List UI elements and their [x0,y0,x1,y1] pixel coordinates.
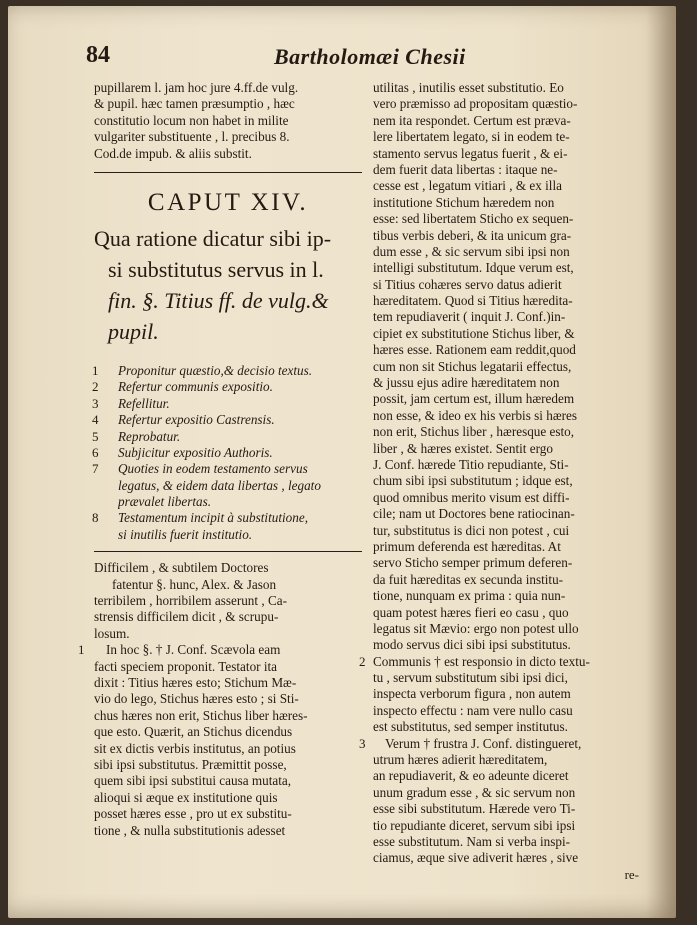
text-line: que esto. Quærit, an Stichus dicendus [94,724,293,740]
left-column [78,80,362,839]
text-line: esse: sed libertatem Sticho ex sequen- [373,211,574,227]
text-line: facti speciem proponit. Testator ita [94,658,278,674]
summary-text: prævalet libertas. [118,494,212,510]
text-line: inspecto effectu : nam vere nullo casu [373,702,573,718]
divider-rule [94,172,362,173]
text-line: lere libertatem legato, si in eodem te- [373,129,570,145]
body-text [78,560,362,839]
text-line: stamento servus legatus fuerit , & ei- [373,145,568,161]
text-line: cipiet ex substitutione Stichus liber, & [373,325,575,341]
text-line: utrum hæres adierit hæreditatem, [373,752,548,768]
text-line: losum. [94,625,130,641]
text-line: cum non sit Stichus legatarii effectus, [373,358,572,374]
summary-item [94,445,362,461]
summary-number: 4 [92,412,99,428]
text-line: ciamus, æque sive adiverit hæres , sive [373,850,579,866]
text-line: In hoc §. † J. Conf. Scævola eam [106,642,281,658]
text-line: dixit : Titius hæres esto; Stichum Mæ- [94,674,297,690]
summary-text: Subjicitur expositio Authoris. [118,444,273,460]
text-line: liber , & hæres existet. Sentit ergo [373,440,553,456]
paragraph-marker-wrap [359,735,651,752]
summary-item [94,363,362,379]
chapter-heading-line: fin. §. Titius ff. de vulg.& [108,287,329,313]
running-title: Bartholomæi Chesii [274,44,466,69]
summary-item [94,379,362,395]
text-line: & pupil. hæc tamen præsumptio , hæc [94,96,295,112]
text-line: vulgariter substituente , l. precibus 8. [94,129,290,145]
text-line: sibi ipsi substitutus. Præmittit posse, [94,756,287,772]
page-number: 84 [86,42,110,68]
text-line: modo servus dici sibi ipsi substitutus. [373,637,571,653]
summary-number: 7 [92,461,99,477]
text-line: quod omnibus merito visum est diffi- [373,489,570,505]
summary-item [94,429,362,445]
text-line: esse substitutum. Nam si verba inspi- [373,833,571,849]
text-line: legatus sit Mævio: ergo non potest ullo [373,620,579,636]
text-line: tur, substitutus is dici non potest , cui [373,522,570,538]
text-line: posset hæres esse , pro ut ex substitu- [94,806,292,822]
text-line: hæres esse. Rationem eam reddit,quod [373,342,576,358]
text-line: alioqui si æque ex institutione quis [94,789,278,805]
margin-number: 2 [359,653,366,669]
text-line: constitutio locum non habet in milite [94,112,289,128]
text-line: tem repudiaverit ( inquit J. Conf.)in- [373,309,566,325]
text-line: an repudiaverit, & eo adeunte diceret [373,768,569,784]
paragraph-marker-wrap [359,653,651,670]
text-line: tione, nunquam ex prima : quia nun- [373,588,566,604]
chapter-summary [94,363,362,543]
summary-text: Quoties in eodem testamento servus [118,461,308,477]
text-line: chus hæres non erit, Stichus liber hæres- [94,707,308,723]
summary-number: 8 [92,510,99,526]
summary-text: Reprobatur. [118,428,181,444]
divider-rule [94,551,362,552]
summary-text: si inutilis fuerit institutio. [118,526,253,542]
chapter-heading-line: si substitutus servus in l. [108,256,324,282]
text-line: est substitutus, sed semper institutus. [373,719,568,735]
text-line: chum sibi ipsi substitutum ; idque est, [373,473,573,489]
text-line: quam potest hæres fieri eo casu , quo [373,604,569,620]
text-line: utilitas , inutilis esset substitutio. Eo [373,80,564,95]
summary-item [94,461,362,510]
text-line: inspecta verborum figura , non autem [373,686,571,702]
text-line: non esse, & ideo ex his verbis si hæres [373,407,578,423]
text-line: non erit, Stichus liber , hæresque esto, [373,424,575,440]
summary-text: Refertur communis expositio. [118,379,273,395]
text-line: sit ex dictis verbis institutus, an potius [94,740,296,756]
text-line: cesse est , legatum vitiari , & ex illa [373,178,562,194]
text-line: primum deferenda est hæreditas. At [373,538,561,554]
text-line: dum esse , & sic servum sibi ipsi non [373,243,570,259]
text-line: dem fuerit data libertas : itaque ne- [373,161,558,177]
text-line: hæreditatem. Quod si Titius hæredita- [373,293,573,309]
summary-text: legatus, & eidem data libertas , legato [118,477,321,493]
text-line: esse sibi substitutum. Hærede vero Ti- [373,801,576,817]
running-head [86,42,506,74]
text-line: da fuit hæreditas ex secunda institu- [373,571,564,587]
text-line: cile; nam ut Doctores bene ratiocinan- [373,506,575,522]
summary-text: Refertur expositio Castrensis. [118,412,275,428]
text-line: & jussu ejus adire hæreditatem non [373,375,560,391]
text-line: fatentur §. hunc, Alex. & Jason [112,576,277,592]
text-line: tione , & nulla substitutionis adesset [94,822,286,838]
margin-number: 3 [359,735,366,751]
text-line: possit, jam certum est, illum hæredem [373,391,575,407]
text-line: tu , servum substitutum sibi ipsi dici, [373,670,568,686]
text-line: tibus verbis deberi, & ita unicum gra- [373,227,572,243]
text-line: Verum † frustra J. Conf. distingueret, [385,735,582,751]
text-line: pupillarem l. jam hoc jure 4.ff.de vulg. [94,80,299,95]
text-line: Cod.de impub. & aliis substit. [94,145,252,161]
catchword: re- [624,866,639,882]
text-line: strensis difficilem dicit , & scrupu- [94,609,279,625]
text-line: terribilem , horribilem asserunt , Ca- [94,593,287,609]
summary-number: 3 [92,395,99,411]
text-line: intelligi substitutum. Idque verum est, [373,260,574,276]
text-line: unum gradum esse , & sic servum non [373,784,576,800]
text-line: institutione Stichum hæredem non [373,194,555,210]
summary-number: 1 [92,362,99,378]
text-line: quem sibi ipsi substitui causa mutata, [94,773,292,789]
text-line: Communis † est responsio in dicto textu- [373,653,590,669]
chapter-heading-line: Qua ratione dicatur sibi ip- [94,225,332,251]
summary-number: 6 [92,444,99,460]
book-page [8,6,676,918]
text-line: Difficilem , & subtilem Doctores [94,560,269,576]
summary-number: 2 [92,379,99,395]
text-line: vio do lego, Stichus hæres esto ; si Sti- [94,691,299,707]
summary-item [94,510,362,543]
text-line: nem ita respondet. Certum est præva- [373,112,571,128]
right-column [359,80,651,883]
text-line: tio repudiante diceret, servum sibi ipsi [373,817,576,833]
summary-item [94,396,362,412]
summary-number: 5 [92,428,99,444]
margin-number: 1 [78,642,85,658]
summary-text: Proponitur quæstio,& decisio textus. [118,362,313,378]
summary-text: Testamentum incipit à substitutione, [118,510,309,526]
chapter-heading-line: pupil. [108,318,159,344]
text-line: J. Conf. hærede Titio repudiante, Sti- [373,456,569,472]
text-line: vero præmisso ad propositam quæstio- [373,96,578,112]
text-line: servo Sticho semper primum deferen- [373,555,573,571]
summary-text: Refellitur. [118,395,170,411]
text-line: si Titius cohæres servo datus adierit [373,276,562,292]
summary-item [94,412,362,428]
chapter-title: CAPUT XIV. [147,188,309,216]
